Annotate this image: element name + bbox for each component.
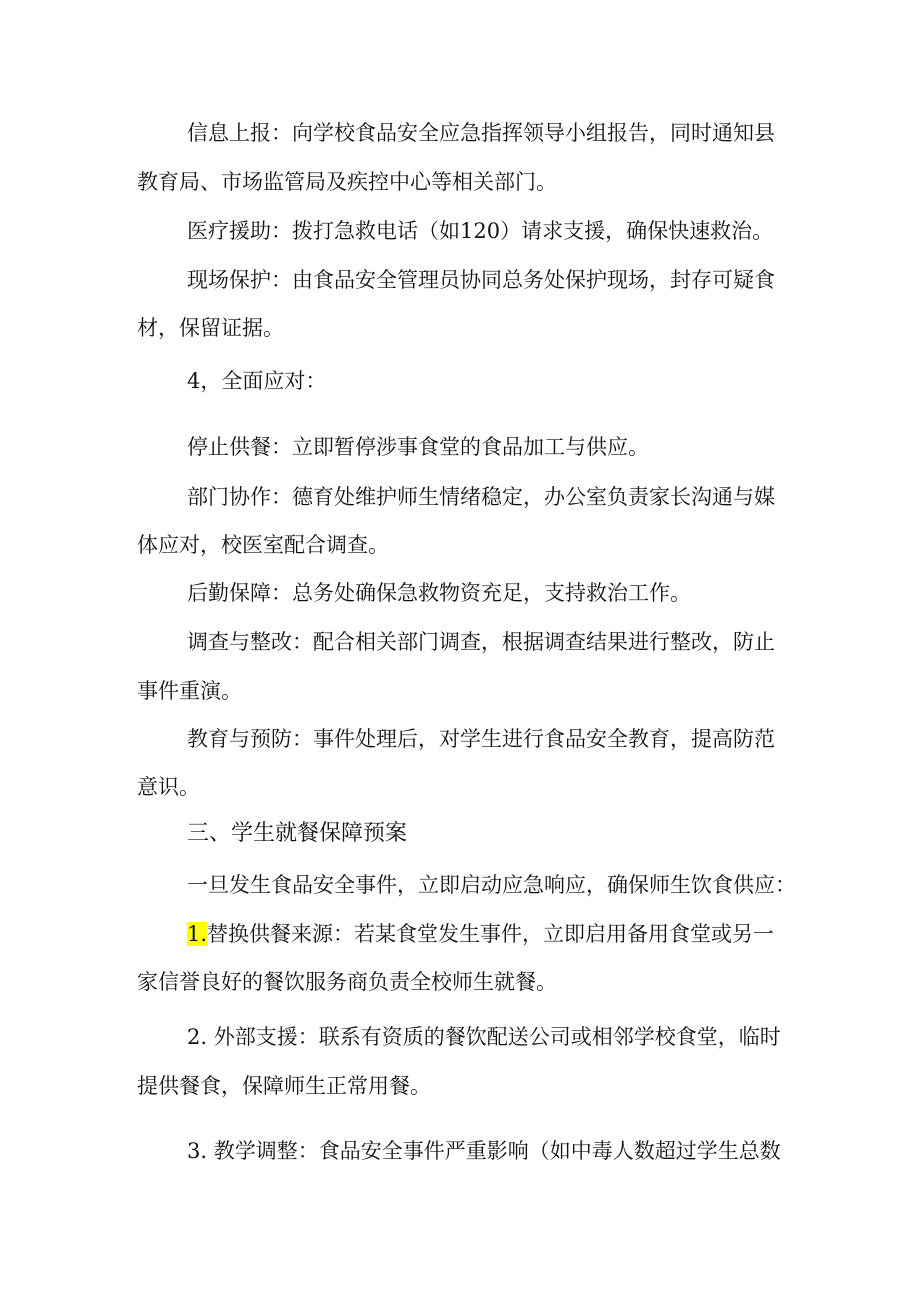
- paragraph-investigation-line-1: 调查与整改：配合相关部门调查，根据调查结果进行整改，防止: [187, 630, 775, 654]
- paragraph-info-report-line-2: 教育局、市场监管局及疾控中心等相关部门。: [137, 170, 557, 194]
- paragraph-scene-protection-line-1: 现场保护：由食品安全管理员协同总务处保护现场，封存可疑食: [187, 268, 775, 292]
- paragraph-info-report-line-1: 信息上报：向学校食品安全应急指挥领导小组报告，同时通知县: [187, 121, 775, 145]
- list-item-1-line-1: [187, 919, 774, 949]
- highlighted-marker: 1.: [187, 922, 208, 946]
- paragraph-education-line-1: 教育与预防：事件处理后，对学生进行食品安全教育，提高防范: [187, 727, 775, 751]
- paragraph-logistics: 后勤保障：总务处确保急救物资充足，支持救治工作。: [187, 581, 691, 605]
- list-item-2-line-2: 提供餐食，保障师生正常用餐。: [137, 1074, 431, 1098]
- paragraph-dept-coordination-line-1: 部门协作：德育处维护师生情绪稳定，办公室负责家长沟通与媒: [187, 485, 775, 509]
- list-item-1-text: 替换供餐来源：若某食堂发生事件，立即启用备用食堂或另一: [207, 922, 775, 946]
- section-heading: 三、学生就餐保障预案: [187, 821, 408, 846]
- paragraph-stop-meals: 停止供餐：立即暂停涉事食堂的食品加工与供应。: [187, 435, 649, 459]
- intro-paragraph: 一旦发生食品安全事件，立即启动应急响应，确保师生饮食供应：: [187, 873, 796, 897]
- paragraph-medical-aid: 医疗援助：拨打急救电话（如120）请求支援，确保快速救治。: [187, 219, 774, 243]
- paragraph-scene-protection-line-2: 材，保留证据。: [137, 316, 284, 340]
- paragraph-full-response-heading: 4，全面应对：: [187, 369, 327, 393]
- paragraph-dept-coordination-line-2: 体应对，校医室配合调查。: [137, 533, 389, 557]
- list-item-2-line-1: 2. 外部支援：联系有资质的餐饮配送公司或相邻学校食堂，临时: [187, 1025, 781, 1049]
- list-item-1-line-2: 家信誉良好的餐饮服务商负责全校师生就餐。: [137, 970, 557, 994]
- paragraph-investigation-line-2: 事件重演。: [137, 679, 242, 703]
- list-item-3-line-1: 3. 教学调整：食品安全事件严重影响（如中毒人数超过学生总数: [187, 1139, 781, 1163]
- paragraph-education-line-2: 意识。: [137, 775, 200, 799]
